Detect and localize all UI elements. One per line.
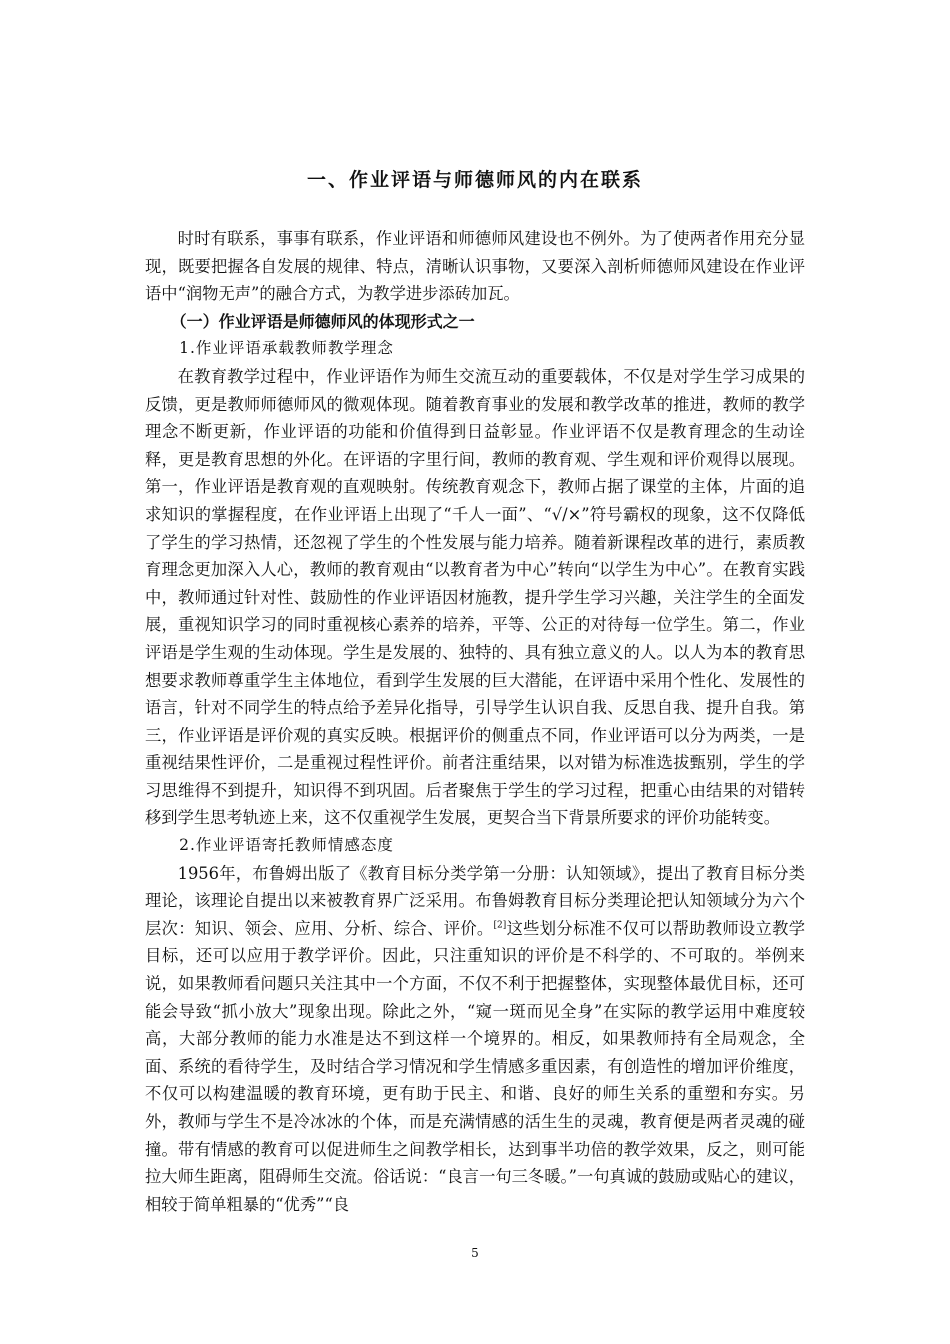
subsection-2-text-b: 这些划分标准不仅可以帮助教师设立教学目标，还可以应用于教学评价。因此，只注重知识的评价是不科学的、不可取的。举例来说，如果教师看问题只关注其中一个方面，不仅不利于把握整体，实现整体最优目标，还可能会导致“抓小放大”现象出现。除此之外，“窥一斑而见全身”在实际的教学运用中难度较高，大部分教师的能力水准是达不到这样一个境界的。相反，如果教师持有全局观念，全面、系统的看待学生，及时结合学习情况和学生情感多重因素，有创造性的增加评价维度，不仅可以构建温暖的教育环境，更有助于民主、和谐、良好的师生关系的重塑和夯实。另外，教师与学生不是冷冰冰的个体，而是充满情感的活生生的灵魂，教育便是两者灵魂的碰撞。带有情感的教育可以促进师生之间教学相长，达到事半功倍的教学效果，反之，则可能拉大师生距离，阻碍师生交流。俗话说：“良言一句三冬暖。”一句真诚的鼓励或贴心的建议，相较于简单粗暴的“优秀”“良 <box>145 918 805 1214</box>
intro-paragraph: 时时有联系，事事有联系，作业评语和师德师风建设也不例外。为了使两者作用充分显现，既要把握各自发展的规律、特点，清晰认识事物，又要深入剖析师德师风建设在作业评语中“润物无声”的融合方式，为教学进步添砖加瓦。 <box>145 229 805 304</box>
page-number: 5 <box>471 1246 479 1260</box>
page-title: 一、作业评语与师德师风的内在联系 <box>306 169 643 191</box>
citation-marker: [2] <box>493 920 507 931</box>
page-content <box>145 165 805 1218</box>
subsection-heading-1: 1.作业评语承载教师教学理念 <box>179 339 394 358</box>
subsection-1-paragraph: 在教育教学过程中，作业评语作为师生交流互动的重要载体，不仅是对学生学习成果的反馈，更是教师师德师风的微观体现。随着教育事业的发展和教学改革的推进，教师的教学理念不断更新，作业评语的功能和价值得到日益彰显。作业评语不仅是教育理念的生动诠释，更是教育思想的外化。在评语的字里行间，教师的教育观、学生观和评价观得以展现。第一，作业评语是教育观的直观映射。传统教育观念下，教师占据了课堂的主体，片面的追求知识的掌握程度，在作业评语上出现了“千人一面”、“√/×”符号霸权的现象，这不仅降低了学生的学习热情，还忽视了学生的个性发展与能力培养。随着新课程改革的进行，素质教育理念更加深入人心，教师的教育观由“以教育者为中心”转向“以学生为中心”。在教育实践中，教师通过针对性、鼓励性的作业评语因材施教，提升学生学习兴趣，关注学生的全面发展，重视知识学习的同时重视核心素养的培养，平等、公正的对待每一位学生。第二，作业评语是学生观的生动体现。学生是发展的、独特的、具有独立意义的人。以人为本的教育思想要求教师尊重学生主体地位，看到学生发展的巨大潜能，在评语中采用个性化、发展性的语言，针对不同学生的特点给予差异化指导，引导学生认识自我、反思自我、提升自我。第三，作业评语是评价观的真实反映。根据评价的侧重点不同，作业评语可以分为两类，一是重视结果性评价，二是重视过程性评价。前者注重结果，以对错为标准选拔甄别，学生的学习思维得不到提升，知识得不到巩固。后者聚焦于学生的学习过程，把重心由结果的对错转移到学生思考轨迹上来，这不仅重视学生发展，更契合当下背景所要求的评价功能转变。 <box>145 366 805 828</box>
subsection-2-text-a: 1956年，布鲁姆出版了《教育目标分类学第一分册：认知领域》，提出了教育目标分类理论，该理论自提出以来被教育界广泛采用。布鲁姆教育目标分类理论把认知领域分为六个层次：知识、领会、应用、分析、综合、评价。 <box>145 863 805 938</box>
subsection-heading-2: 2.作业评语寄托教师情感态度 <box>179 836 394 855</box>
section-heading: （一）作业评语是师德师风的体现形式之一 <box>170 311 475 331</box>
subsection-2-paragraph <box>145 860 805 1219</box>
